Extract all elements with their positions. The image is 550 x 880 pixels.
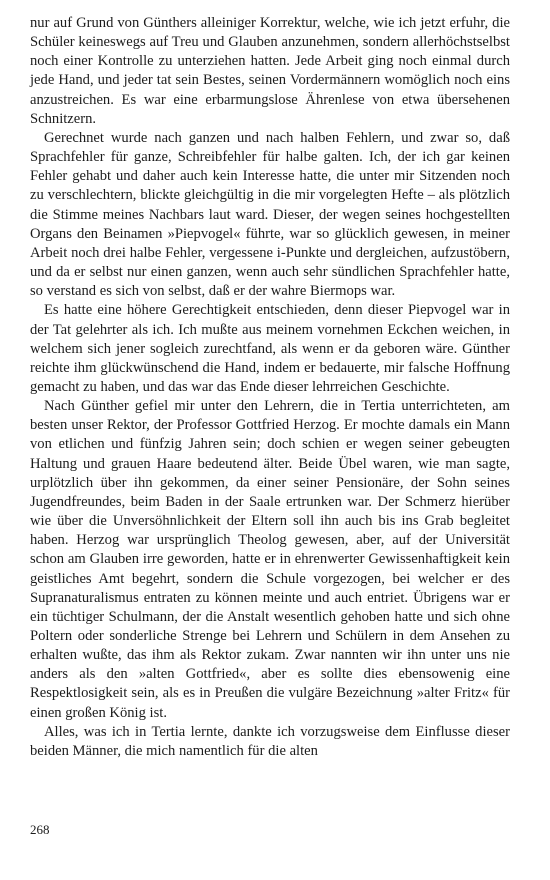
page-number: 268 bbox=[30, 822, 50, 837]
page-body bbox=[30, 14, 510, 761]
paragraph: Es hatte eine höhere Gerechtigkeit entschieden, denn dieser Piepvogel war in der Tat gelehrter als ich. Ich mußte aus meinem vornehmen Eckchen weichen, in welchem sich jener sogleich zurechtfand, als wenn er da geboren wäre. Günther reichte ihm glückwünschend die Hand, indem er bedauerte, mir falsche Hoffnung gemacht zu haben, und das war das Ende dieser lehrreichen Geschichte. bbox=[30, 302, 510, 395]
paragraph: Gerechnet wurde nach ganzen und nach halben Fehlern, und zwar so, daß Sprachfehler für ganze, Schreibfehler für halbe galten. Ich, der ich gar keinen Fehler gehabt und daher auch kein Interesse hatte, die unter mir Sitzenden noch zu verschlechtern, blickte gleichgültig in die mir vorgelegten Hefte – als plötzlich die Stimme meines Nachbars laut ward. Dieser, der wegen seines hochgestellten Organs den Beinamen »Piepvogel« führte, war so glücklich gewesen, in meiner Arbeit noch drei halbe Fehler, vergessene i-Punkte und dergleichen, aufzustöbern, und da er selbst nur einen ganzen, wenn auch sehr sündlichen Sprachfehler hatte, so verstand es sich von selbst, daß er der wahre Biermops war. bbox=[30, 129, 510, 300]
paragraph: nur auf Grund von Günthers alleiniger Korrektur, welche, wie ich jetzt erfuhr, die Schüler keineswegs auf Treu und Glauben anzunehmen, sondern allerhöchstselbst noch einer Kontrolle zu unterziehen hatten. Jede Arbeit ging noch einmal durch jede Hand, und jeder tat sein Bestes, seinen Vordermännern womöglich noch eins anzustreichen. Es war eine erbarmungslose Ährenlese von etwa übersehenen Schnitzern. bbox=[30, 15, 510, 127]
paragraph: Nach Günther gefiel mir unter den Lehrern, die in Tertia unterrichteten, am besten unser Rektor, der Professor Gottfried Herzog. Er mochte damals ein Mann von etlichen und fünfzig Jahren sein; doch schien er wegen seiner gebeugten Haltung und grauen Haare bedeutend älter. Beide Übel waren, wie man sagte, urplötzlich über ihn gekommen, da einer seiner Pensionäre, der Sohn seines Jugendfreundes, beim Baden in der Saale ertrunken war. Der Schmerz hierüber wie über die Unversöhnlichkeit der Eltern soll ihn auch bis ins Grab begleitet haben. Herzog war ursprünglich Theolog gewesen, aber, auf der Universität schon am Glauben irre geworden, hatte er in ehrenwerter Gewissenhaftigkeit kein geistliches Amt begehrt, sondern die Schule vorgezogen, bei welcher er des Supranaturalismus entraten zu können meinte und auch entriet. Übrigens war er ein tüchtiger Schulmann, der die Anstalt wesentlich gehoben hatte und sich ohne Poltern oder sonderliche Strenge bei Lehrern und Schülern in dem Ansehen zu erhalten wußte, das ihm als Rektor zukam. Zwar nannten wir ihn unter uns nie anders als den »alten Gottfried«, aber es sollte dies ebensowenig eine Respektlosigkeit sein, als es in Preußen die vulgäre Bezeichnung »alter Fritz« für einen großen König ist. bbox=[30, 398, 510, 721]
paragraph: Alles, was ich in Tertia lernte, dankte ich vorzugsweise dem Einflusse dieser beiden Männer, die mich namentlich für die alten bbox=[30, 723, 510, 759]
